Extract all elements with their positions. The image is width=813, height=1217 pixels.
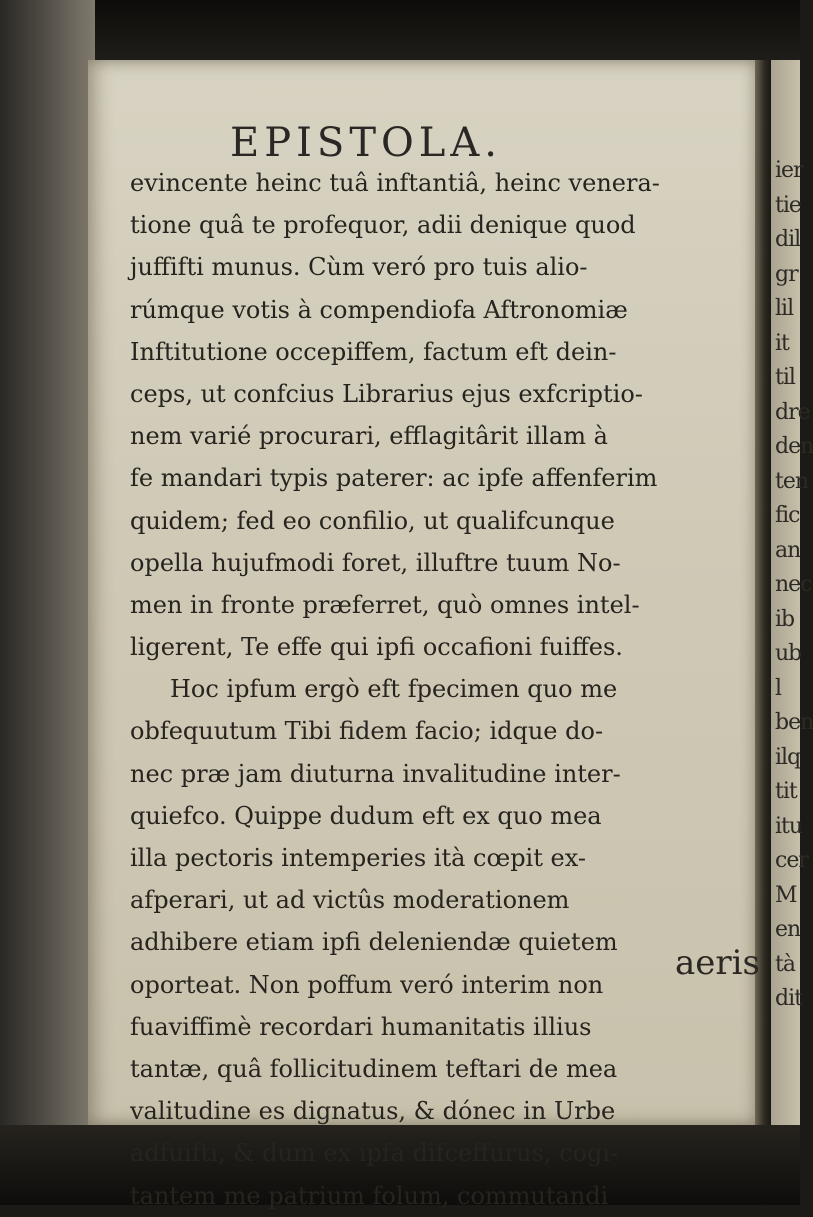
text-line: afperari, ut ad victûs moderationem: [130, 886, 570, 915]
next-page-fragment: itu: [775, 813, 803, 839]
next-page-fragment: tie: [775, 192, 801, 218]
next-page-fragment: til: [775, 365, 795, 390]
next-page-fragment: it: [775, 330, 789, 356]
text-line: ceps, ut confcius Librarius ejus exfcriptio-: [130, 379, 643, 408]
next-page-fragment: dil: [775, 227, 801, 252]
catchword: aeris: [675, 943, 760, 983]
next-page-fragment: ten: [775, 468, 809, 494]
next-page-fragment: M: [775, 882, 797, 908]
text-line: rúmque votis à compendiofa Aftronomiæ: [130, 295, 628, 324]
next-page-fragment: nec: [775, 572, 812, 597]
text-line: valitudine es dignatus, & dónec in Urbe: [130, 1097, 616, 1126]
text-line: opella hujufmodi foret, illuftre tuum No-: [130, 548, 621, 577]
text-line: quiefco. Quippe dudum eft ex quo mea: [130, 801, 602, 830]
next-page-fragment: gr: [775, 261, 798, 287]
next-page-fragment: ib: [775, 606, 795, 632]
text-line: evincente heinc tuâ inftantiâ, heinc venera-: [130, 169, 660, 197]
next-page-fragment: tà: [775, 951, 795, 977]
text-line: nem varié procurari, efflagitârit illam à: [130, 422, 608, 451]
text-line: adfuifti, & dum ex ipfa difceffurus, cogi-: [130, 1139, 619, 1168]
next-page-fragment: tit: [775, 779, 797, 804]
scan-border-top: [0, 0, 800, 60]
next-page-fragment: den: [775, 434, 813, 459]
text-line: nec præ jam diuturna invalitudine inter-: [130, 759, 621, 788]
next-page-edge: [771, 60, 813, 1125]
next-page-fragment: ben: [775, 710, 813, 735]
next-page-fragment: fic: [775, 503, 800, 528]
next-page-fragment: ub: [775, 641, 802, 666]
next-page-fragment: dre: [775, 399, 810, 425]
text-line: obfequutum Tibi fidem facio; idque do-: [130, 717, 604, 746]
text-line: tantem me patrium folum, commutandi: [130, 1181, 609, 1210]
text-line: tione quâ te profequor, adii denique quod: [130, 211, 636, 240]
text-line: Hoc ipfum ergò eft fpecimen quo me: [170, 675, 618, 704]
text-line: ligerent, Te effe qui ipfi occafioni fuiffes.: [130, 633, 623, 662]
next-page-fragment: ilq: [775, 744, 801, 770]
text-line: oporteat. Non poffum veró interim non: [130, 970, 604, 999]
next-page-fragment: dit: [775, 986, 802, 1011]
text-line: quidem; fed eo confilio, ut qualifcunque: [130, 506, 615, 535]
next-page-fragment: ier: [775, 158, 803, 183]
running-header: EPISTOLA.: [230, 120, 502, 166]
text-line: juffifti munus. Cùm veró pro tuis alio-: [130, 253, 588, 282]
next-page-fragment: en: [775, 917, 801, 942]
next-page-fragment: lil: [775, 296, 794, 321]
next-page-fragment: cer: [775, 848, 808, 873]
latin-text-block: [130, 162, 760, 1217]
next-page-fragment: l: [775, 675, 782, 701]
text-line: illa pectoris intemperies ità cœpit ex-: [130, 844, 586, 872]
book-left-edge: [0, 0, 95, 1205]
text-line: fuaviffimè recordari humanitatis illius: [130, 1012, 592, 1041]
text-line: men in fronte præferret, quò omnes intel-: [130, 590, 640, 619]
text-line: tantæ, quâ follicitudinem teftari de mea: [130, 1054, 618, 1083]
next-page-fragment: an: [775, 537, 801, 563]
text-line: fe mandari typis paterer: ac ipfe affenferim: [130, 464, 658, 493]
text-line: Inftitutione occepiffem, factum eft dein-: [130, 337, 617, 366]
text-line: adhibere etiam ipfi deleniendæ quietem: [130, 928, 618, 957]
